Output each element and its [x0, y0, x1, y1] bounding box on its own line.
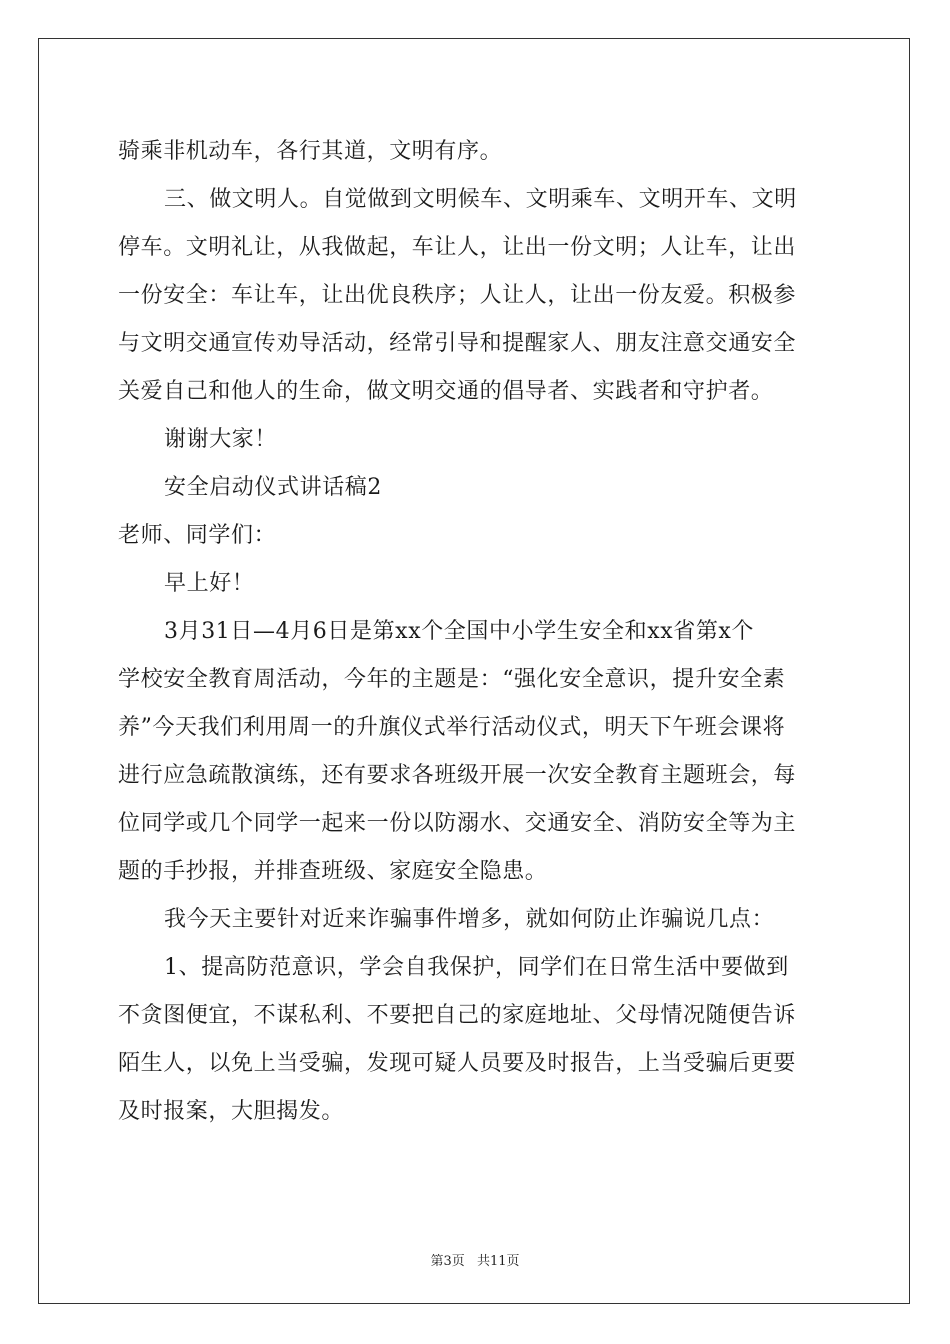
text-line-6: 关爱自己和他人的生命，做文明交通的倡导者、实践者和守护者。 [118, 379, 774, 404]
text-line-16: 题的手抄报，并排查班级、家庭安全隐患。 [118, 859, 548, 884]
text-line-11: 3月31日—4月6日是第xx个全国中小学生安全和xx省第x个 [164, 619, 755, 644]
text-line-4: 一份安全：车让车，让出优良秩序；人让人，让出一份友爱。积极参 [118, 283, 797, 308]
greeting: 早上好！ [164, 571, 255, 596]
page-number-current: 第3页 [430, 1254, 465, 1269]
page-number-total: 共11页 [476, 1254, 520, 1269]
document-body [118, 128, 834, 1136]
text-line-14: 进行应急疏散演练，还有要求各班级开展一次安全教育主题班会，每 [118, 763, 797, 788]
text-line-5: 与文明交通宣传劝导活动，经常引导和提醒家人、朋友注意交通安全 [118, 331, 797, 356]
section-heading: 安全启动仪式讲话稿2 [164, 475, 382, 500]
page-footer [0, 1250, 950, 1269]
text-line-18: 1、提高防范意识，学会自我保护，同学们在日常生活中要做到 [164, 955, 789, 980]
text-line-17: 我今天主要针对近来诈骗事件增多，就如何防止诈骗说几点： [164, 907, 775, 932]
text-line-3: 停车。文明礼让，从我做起，车让人，让出一份文明；人让车，让出 [118, 235, 797, 260]
text-line-20: 陌生人，以免上当受骗，发现可疑人员要及时报告，上当受骗后更要 [118, 1051, 797, 1076]
text-line-19: 不贪图便宜，不谋私利、不要把自己的家庭地址、父母情况随便告诉 [118, 1003, 797, 1028]
text-line-13: 养”今天我们利用周一的升旗仪式举行活动仪式，明天下午班会课将 [118, 715, 786, 740]
text-line-15: 位同学或几个同学一起来一份以防溺水、交通安全、消防安全等为主 [118, 811, 797, 836]
text-line-7: 谢谢大家！ [164, 427, 278, 452]
text-line-12: 学校安全教育周活动，今年的主题是：“强化安全意识，提升安全素 [118, 667, 786, 692]
salutation: 老师、同学们： [118, 523, 277, 548]
text-line-2: 三、做文明人。自觉做到文明候车、文明乘车、文明开车、文明 [164, 187, 797, 212]
text-line-1: 骑乘非机动车，各行其道，文明有序。 [118, 139, 503, 164]
text-line-21: 及时报案，大胆揭发。 [118, 1099, 345, 1124]
